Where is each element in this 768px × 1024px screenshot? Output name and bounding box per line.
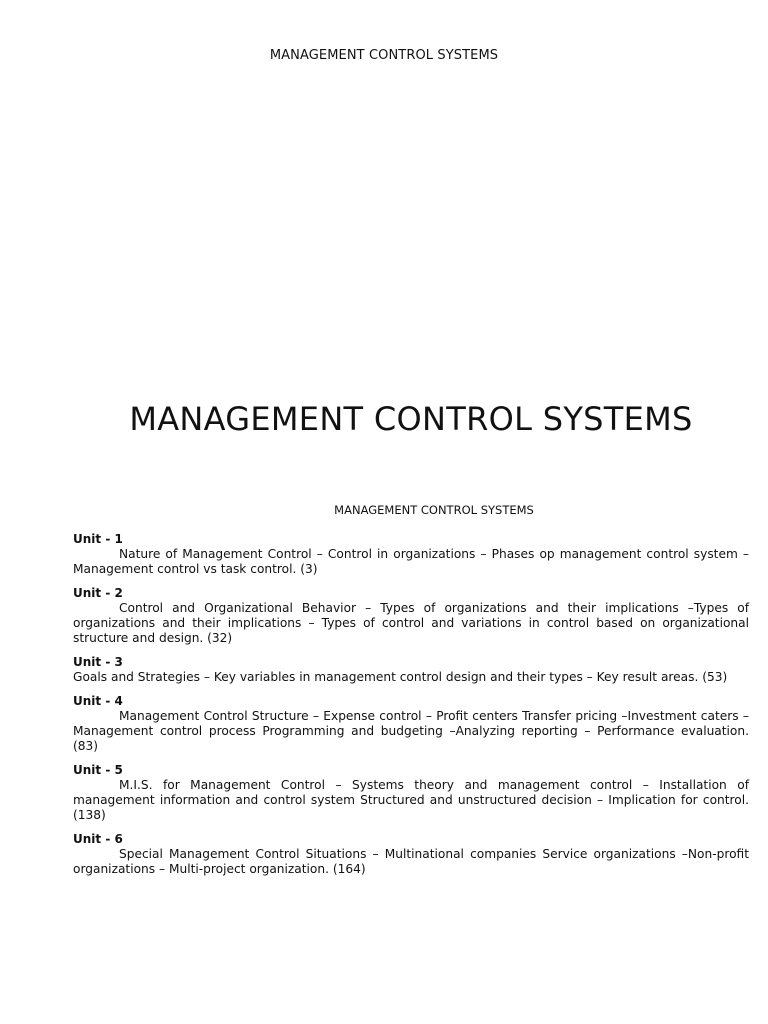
unit-label: Unit - 4 bbox=[73, 694, 123, 708]
syllabus-heading: MANAGEMENT CONTROL SYSTEMS bbox=[334, 503, 534, 517]
running-header: MANAGEMENT CONTROL SYSTEMS bbox=[269, 48, 499, 63]
cropped-footer-text bbox=[100, 1017, 340, 1024]
unit-2 bbox=[73, 586, 749, 646]
document-title: MANAGEMENT CONTROL SYSTEMS bbox=[129, 400, 693, 438]
unit-description: Management Control Structure – Expense control – Profit centers Transfer pricing –Investment caters – Management control process Programming and budgeting –Analyzing reporting – Performance evaluation. (83) bbox=[73, 709, 749, 753]
unit-6 bbox=[73, 832, 749, 877]
unit-label: Unit - 3 bbox=[73, 655, 123, 669]
unit-4 bbox=[73, 694, 749, 754]
units-list bbox=[73, 532, 749, 886]
unit-label: Unit - 6 bbox=[73, 832, 123, 846]
unit-3 bbox=[73, 655, 749, 685]
unit-description: M.I.S. for Management Control – Systems theory and management control – Installation of management information and control system Structured and unstructured decision – Implication for control. (138) bbox=[73, 778, 749, 822]
unit-1 bbox=[73, 532, 749, 577]
unit-label: Unit - 5 bbox=[73, 763, 123, 777]
unit-label: Unit - 1 bbox=[73, 532, 123, 546]
unit-description: Nature of Management Control – Control in organizations – Phases op management control system – Management control vs task control. (3) bbox=[73, 547, 749, 576]
unit-description: Special Management Control Situations – Multinational companies Service organizations –Non-profit organizations – Multi-project organization. (164) bbox=[73, 847, 749, 876]
unit-description: Control and Organizational Behavior – Types of organizations and their implications –Types of organizations and their implications – Types of control and variations in control based on organizational structure and design. (32) bbox=[73, 601, 749, 645]
unit-description: Goals and Strategies – Key variables in management control design and their types – Key result areas. (53) bbox=[73, 670, 728, 684]
unit-5 bbox=[73, 763, 749, 823]
unit-label: Unit - 2 bbox=[73, 586, 123, 600]
